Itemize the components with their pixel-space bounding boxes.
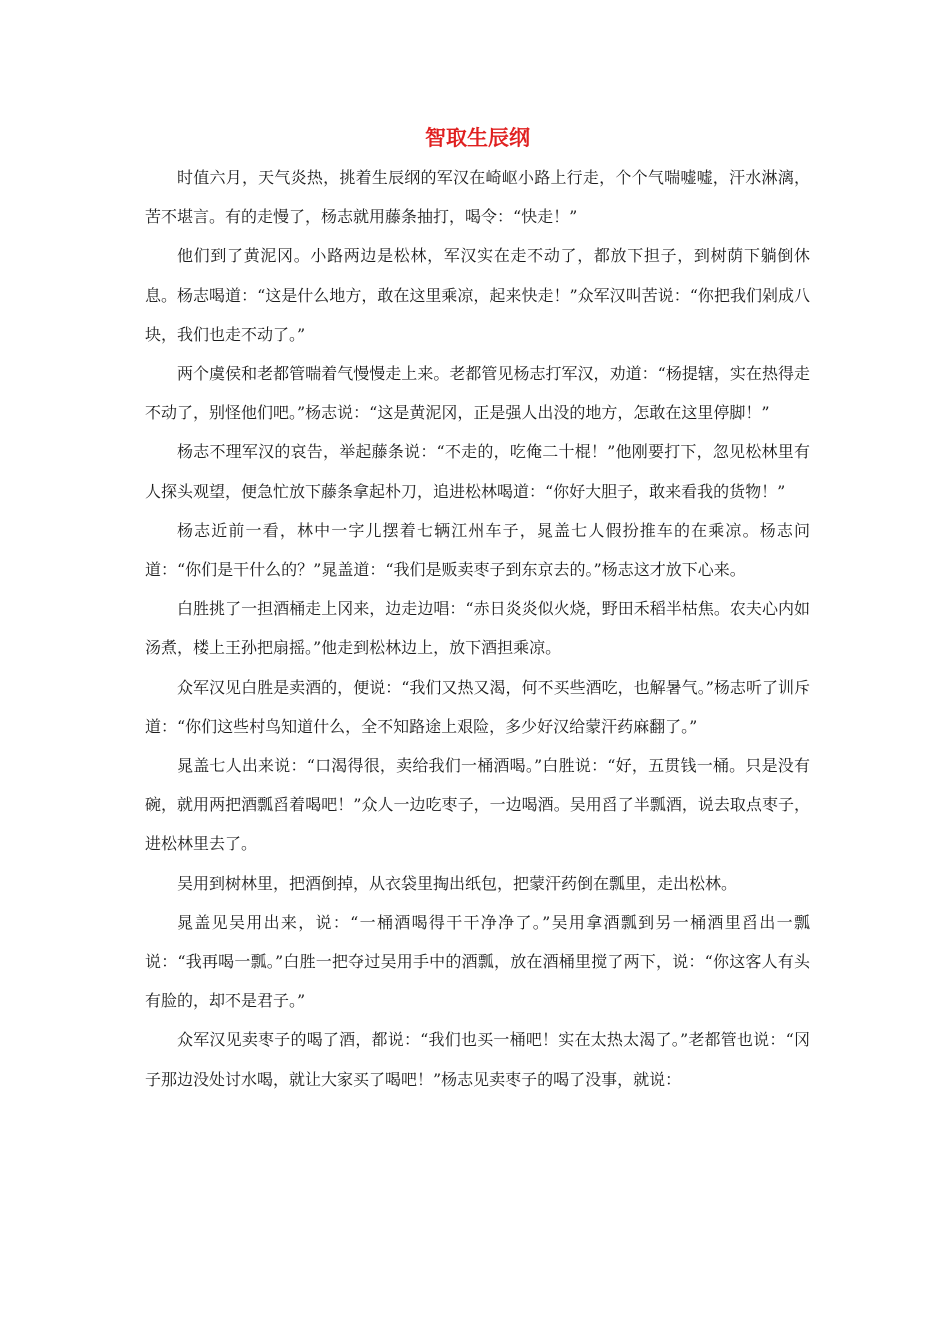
paragraph: 吴用到树林里，把酒倒掉，从衣袋里掏出纸包，把蒙汗药倒在瓢里，走出松林。 xyxy=(177,873,738,893)
paragraph: 时值六月，天气炎热，挑着生辰纲的军汉在崎岖小路上行走，个个气喘嘘嘘，汗水淋漓，苦不堪言。有的走慢了，杨志就用藤条抽打，喝令：“快走！” xyxy=(145,168,810,227)
paragraph: 两个虞侯和老都管喘着气慢慢走上来。老都管见杨志打军汉，劝道：“杨提辖，实在热得走不动了，别怪他们吧。”杨志说：“这是黄泥冈，正是强人出没的地方，怎敢在这里停脚！” xyxy=(145,364,810,423)
document-page xyxy=(145,118,810,1099)
paragraph: 白胜挑了一担酒桶走上冈来，边走边唱：“赤日炎炎似火烧，野田禾稻半枯焦。农夫心内如汤煮，楼上王孙把扇摇。”他走到松林边上，放下酒担乘凉。 xyxy=(145,599,810,658)
paragraph: 杨志近前一看，林中一字儿摆着七辆江州车子，晁盖七人假扮推车的在乘凉。杨志问道：“你们是干什么的？”晁盖道：“我们是贩卖枣子到东京去的。”杨志这才放下心来。 xyxy=(145,520,810,580)
paragraph: 晁盖见吴用出来，说：“一桶酒喝得干干净净了。”吴用拿酒瓢到另一桶酒里舀出一瓢说：“我再喝一瓢。”白胜一把夺过吴用手中的酒瓢，放在酒桶里搅了两下，说：“你这客人有头有脸的，却不是君子。” xyxy=(145,912,810,1011)
paragraph: 杨志不理军汉的哀告，举起藤条说：“不走的，吃俺二十棍！”他刚要打下，忽见松林里有人探头观望，便急忙放下藤条拿起朴刀，追进松林喝道：“你好大胆子，敢来看我的货物！” xyxy=(145,442,810,501)
paragraph: 众军汉见白胜是卖酒的，便说：“我们又热又渴，何不买些酒吃，也解暑气。”杨志听了训斥道：“你们这些村鸟知道什么，全不知路途上艰险，多少好汉给蒙汗药麻翻了。” xyxy=(145,677,810,736)
document-title: 智取生辰纲 xyxy=(425,125,530,150)
paragraph: 众军汉见卖枣子的喝了酒，都说：“我们也买一桶吧！实在太热太渴了。”老都管也说：“冈子那边没处讨水喝，就让大家买了喝吧！”杨志见卖枣子的喝了没事，就说： xyxy=(145,1030,810,1089)
paragraph: 晁盖七人出来说：“口渴得很，卖给我们一桶酒喝。”白胜说：“好，五贯钱一桶。只是没有碗，就用两把酒瓢舀着喝吧！”众人一边吃枣子，一边喝酒。吴用舀了半瓢酒，说去取点枣子，进松林里去了。 xyxy=(145,756,810,854)
paragraph: 他们到了黄泥冈。小路两边是松林，军汉实在走不动了，都放下担子，到树荫下躺倒休息。杨志喝道：“这是什么地方，敢在这里乘凉，起来快走！”众军汉叫苦说：“你把我们剁成八块，我们也走不动了。” xyxy=(145,246,810,344)
